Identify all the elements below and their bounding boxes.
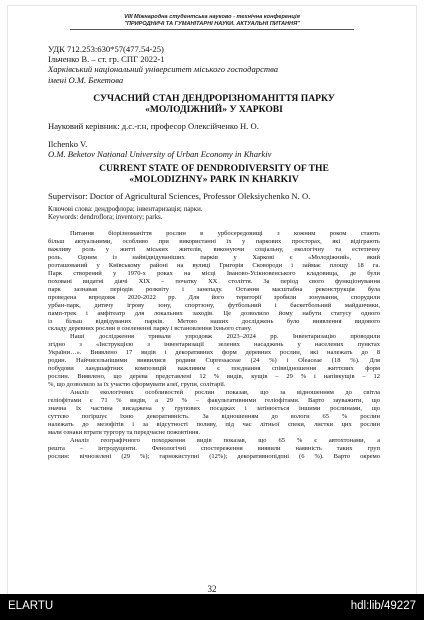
supervisor-ua: Науковий керівник: д.с.-г.н, професор Олексійченко Н. О.: [48, 120, 259, 131]
text-line: суттєво погіршує їхню декоративність. За відношенням до вологи 65 % рослин: [48, 412, 380, 420]
paragraph-1: [48, 230, 380, 333]
title-en-line-1: CURRENT STATE OF DENDRODIVERSITY OF THE: [99, 163, 329, 175]
text-line: Наші дослідження тривали упродовж 2023–2024 рр. Інвентаризацію проводили: [70, 333, 380, 341]
text-line: важливу роль у житті міських жителів, виконуючи соціальну, екологічну та естетичну: [48, 245, 380, 253]
text-line: памп-трек і амфітеатр для локальних заходів. Це дозволило йому набути статусу одного: [48, 309, 380, 317]
university-line-1: Харківський національний університет міського господарства: [48, 64, 279, 75]
page-number: 32: [207, 584, 217, 594]
university-en: O.M. Beketov National University of Urban Economy in Kharkiv: [48, 149, 272, 160]
text-line: %, що дозволило за їх участю сформувати алеї, групи, солітарії.: [48, 381, 226, 389]
text-line: родин. Найчисельнішими виявилися родини Cupressaceae (24 %) і Oleaceae (18 %). Для: [48, 357, 380, 365]
text-line: значна їх частина висаджена у групових посадках і затінюється іншими рослинами, що: [48, 405, 380, 412]
keywords-en: Keywords: dendroflora; inventory; parks.: [48, 213, 163, 221]
text-line: Питання біорізноманіття рослин в урбосередовищі з кожним роком стають: [70, 230, 380, 238]
keywords-ua: Ключові слова: дендрофлора; інвентаризація; парки.: [48, 205, 203, 213]
conference-line-2: "ПРИРОДНИЧІ ТА ГУМАНІТАРНІ НАУКИ. АКТУАЛЬНІ ПИТАННЯ": [124, 20, 300, 27]
author-line: Ільченко В. – ст. гр. СПГ 2022-1: [48, 54, 165, 65]
text-line: мали ознаки втрати тургору та передчасне пожовтіння.: [48, 428, 201, 436]
repository-name: ELARTU: [8, 600, 54, 612]
repository-footer: [0, 594, 424, 620]
text-line: парк зазнавав періодів розквіту і занепаду. Остання масштабна реконструкція була: [48, 285, 380, 293]
handle-id: hdl:lib/49227: [350, 600, 416, 612]
supervisor-en: Supervisor: Doctor of Agricultural Sciences, Professor Oleksiychenko N. O.: [48, 191, 311, 202]
title-ua-line-1: СУЧАСНИЙ СТАН ДЕНДРОРІЗНОМАНІТТЯ ПАРКУ: [93, 92, 335, 104]
title-en-line-2: «MOLODIZHNY» PARK IN KHARKIV: [129, 174, 299, 186]
text-line: проведена впродовж 2020-2022 рр. Для його території зробили зонування, спорудили: [48, 293, 380, 301]
paragraph-3: [48, 389, 380, 437]
paragraph-4: [48, 437, 380, 461]
university-line-2: імені О.М. Бекетова: [48, 74, 124, 85]
text-line: належать до мезофітів і за відсутності поливу, під час літньої спеки, листки цих рослин: [48, 420, 380, 428]
paragraph-2: [48, 333, 380, 389]
conference-header: [8, 14, 416, 27]
article-content: [48, 44, 380, 461]
text-line: урбан-парк, дитячу ігрову зону, спортзону, футбольний і баскетбольний майданчики,: [48, 301, 380, 309]
text-line: Парк створений у 1970-х роках на місці Іваново-Усікновенського кладовища, де були: [48, 269, 380, 277]
udc-code: УДК 712.253:630*57(477.54-25): [48, 44, 164, 54]
text-line: геліофітами є 71 % видів, а 29 % – факультативними геліофітами. Варто зауважити, що: [48, 397, 380, 405]
text-line: України…». Виявлено 17 видів і декоративних форм деревних рослин, які належать до 8: [48, 349, 380, 357]
text-line: розташований у Київському районі на вулиці Григорія Сковороди і займає площу 18 га.: [48, 261, 380, 269]
text-line: побудови ландшафтних композицій важливим є поєднання співвідношення життєвих форм: [48, 365, 380, 373]
document-page: [8, 6, 416, 594]
text-line: більш актуальними, особливо при використанні їх у паркових просторах, які відіграють: [48, 237, 380, 245]
conference-line-1: VIII Міжнародна студентська науково - технічна конференція: [124, 14, 300, 20]
text-line: роль. Одним із найвідвідуваніших парків у Харкові є «Молодіжний», який: [48, 253, 380, 261]
text-line: Аналіз екологічних особливостей рослин показав, що за відношенням до світла: [70, 389, 380, 397]
text-line: рослин: вічнозелені (29 %); гарнокиступні (12%); декоративнопідпні (6 %). Варто окремо: [48, 452, 380, 460]
title-ua-line-2: «МОЛОДІЖНИЙ» У ХАРКОВІ: [145, 103, 283, 115]
text-line: складу деревних рослин в озелененні парку і встановлення їхнього стану.: [48, 325, 252, 333]
text-line: Аналіз географічного походження видів показав, що 65 % є автохтонами, а: [70, 436, 380, 444]
header-rule: [70, 29, 354, 30]
text-line: із більш відвідуваних парків. Метою наших досліджень було виявлення видового: [48, 317, 380, 325]
author-en: Ilchenko V.: [48, 139, 88, 150]
text-line: решта – інтродуценти. Фенологічні спостереження виявили наявність таких груп: [48, 444, 380, 452]
text-line: рослин. Виявлено, що дерева представлені 12 % видів, кущів – 29 % і напівкущів – 12: [48, 373, 380, 381]
text-line: поховані видатні діячі ХІХ – початку ХХ століття. За період свого функціонування: [48, 277, 380, 285]
text-line: згідно з «Інструкцією з інвентаризації зелених насаджень у населених пунктах: [48, 341, 380, 349]
